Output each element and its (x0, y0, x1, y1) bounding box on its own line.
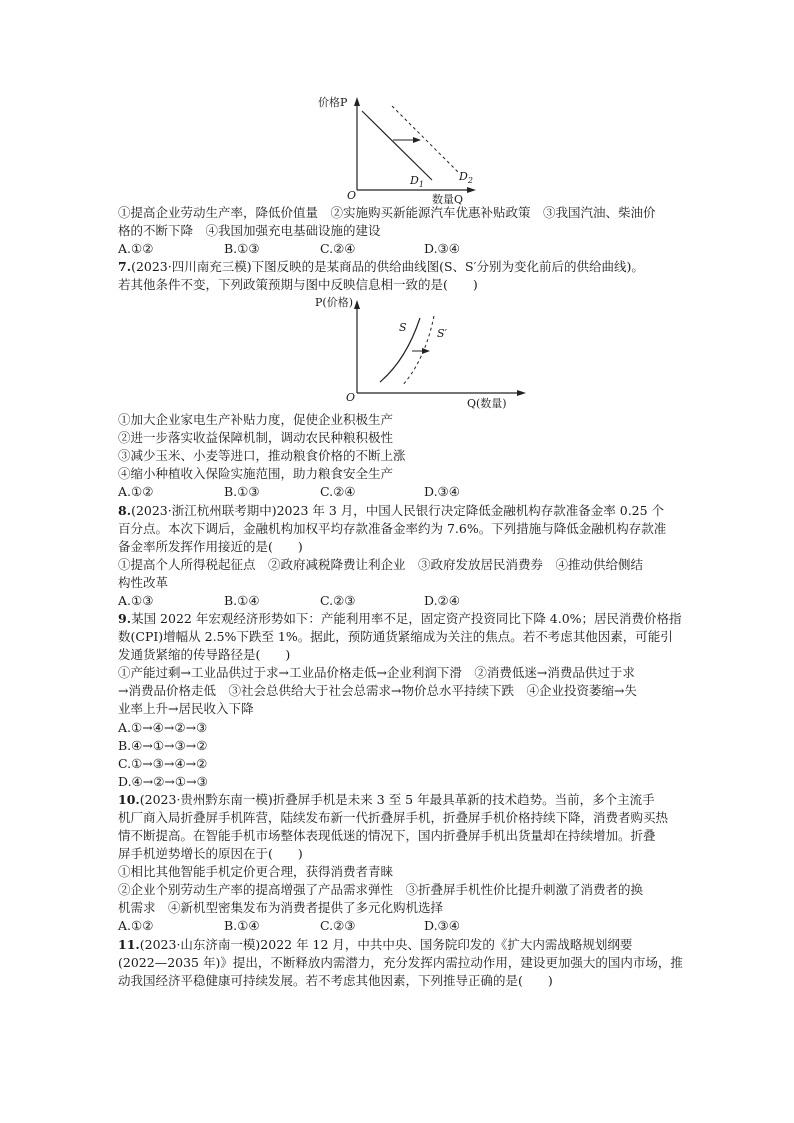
supply-y-axis-label: P(价格) (315, 296, 353, 309)
q8-option-c[interactable]: C.②③ (320, 593, 356, 608)
q10-stem-line4: 屏手机逆势增长的原因在于( ) (118, 846, 303, 861)
q9-option-d[interactable]: D.④→②→①→③ (118, 774, 208, 789)
q9-stem-line2: 数(CPI)增幅从 2.5%下跌至 1%。据此，预防通货紧缩成为关注的焦点。若不考虑其他因素，可能引 (118, 629, 673, 644)
q10-statement-line2: ②企业个别劳动生产率的提高增强了产品需求弹性 ③折叠屏手机性价比提升刺激了消费者的换 (118, 882, 644, 897)
q7-option-d[interactable]: D.③④ (424, 484, 460, 499)
origin-label: O (347, 189, 357, 202)
curve-s-prime-label: S′ (437, 327, 448, 340)
q10-statement-line1: ①相比其他智能手机定价更合理，获得消费者青睐 (118, 864, 394, 879)
q9-option-b[interactable]: B.④→①→③→② (118, 738, 208, 753)
q8-statement-line2: 构性改革 (118, 575, 169, 590)
q10-option-a[interactable]: A.①② (118, 918, 154, 933)
q7-item-4: ④缩小种植收入保险实施范围，助力粮食安全生产 (118, 466, 394, 481)
q10-stem-line1: 10.(2023·贵州黔东南一模)折叠屏手机是未来 3 至 5 年最具革新的技术趋势。当前，多个主流手 (118, 792, 655, 807)
q8-option-d[interactable]: D.②④ (424, 593, 460, 608)
q10-statement-line3: 机需求 ④新机型密集发布为消费者提供了多元化购机选择 (118, 900, 444, 915)
q6-option-d[interactable]: D.③④ (424, 241, 460, 256)
supply-origin-label: O (346, 391, 356, 404)
q7-option-c[interactable]: C.②④ (320, 484, 356, 499)
q8-option-b[interactable]: B.①④ (224, 593, 260, 608)
y-axis-label: 价格P (318, 96, 348, 109)
q9-statement-line3: 业率上升→居民收入下降 (118, 701, 254, 716)
q10-stem-line3: 情不断提高。在智能手机市场整体表现低迷的情况下，国内折叠屏手机出货量却在持续增加。折叠 (118, 828, 656, 843)
q11-stem-line1: 11.(2023·山东济南一模)2022 年 12 月，中共中央、国务院印发的《扩大内需战略规划纲要 (118, 937, 633, 952)
supply-x-axis-label: Q(数量) (467, 397, 507, 410)
q11-stem-line2: (2022—2035 年)》提出，不断释放内需潜力，充分发挥内需拉动作用，建设更加强大的国内市场，推 (118, 955, 683, 970)
q6-option-c[interactable]: C.②④ (320, 241, 356, 256)
q10-option-c[interactable]: C.②③ (320, 918, 356, 933)
q7-stem-line1: 7.(2023·四川南充三模)下图反映的是某商品的供给曲线图(S、S′分别为变化前后的供给曲线)。 (118, 259, 644, 274)
q8-statement-line1: ①提高个人所得税起征点 ②政府减税降费让利企业 ③政府发放居民消费券 ④推动供给侧结 (118, 557, 644, 572)
curve-s-label: S (399, 321, 407, 334)
q6-option-a[interactable]: A.①② (118, 241, 154, 256)
curve-d2-label: $D_2$ (459, 170, 473, 186)
q10-option-b[interactable]: B.①④ (224, 918, 260, 933)
q9-statement-line1: ①产能过剩→工业品供过于求→工业品价格走低→企业利润下滑 ②消费低迷→消费品供过于求 (118, 665, 635, 680)
q10-option-d[interactable]: D.③④ (424, 918, 460, 933)
q9-stem-line1: 9.某国 2022 年宏观经济形势如下：产能利用率不足，固定资产投资同比下降 4.0%；居民消费价格指 (118, 611, 682, 626)
q7-item-3: ③减少玉米、小麦等进口，推动粮食价格的不断上涨 (118, 448, 406, 463)
q6-statement-line2: 格的不断下降 ④我国加强充电基础设施的建设 (118, 223, 381, 238)
q9-option-a[interactable]: A.①→④→②→③ (118, 720, 208, 735)
q7-option-b[interactable]: B.①③ (224, 484, 260, 499)
q9-stem-line3: 发通货紧缩的传导路径是( ) (118, 647, 291, 662)
q9-option-c[interactable]: C.①→③→④→② (118, 756, 208, 771)
curve-d1-label: $D_1$ (410, 174, 424, 190)
q9-statement-line2: →消费品价格走低 ③社会总供给大于社会总需求→物价总水平持续下跌 ④企业投资萎缩→失 (118, 683, 637, 698)
q7-stem-line2: 若其他条件不变，下列政策预期与图中反映信息相一致的是( ) (118, 277, 478, 292)
q11-stem-line3: 动我国经济平稳健康可持续发展。若不考虑其他因素，下列推导正确的是( ) (118, 973, 553, 988)
q8-stem-line3: 备金率所发挥作用接近的是( ) (118, 539, 303, 554)
q8-stem-line1: 8.(2023·浙江杭州联考期中)2023 年 3 月，中国人民银行决定降低金融机构存款准备金率 0.25 个 (118, 503, 665, 518)
x-axis-label: 数量Q (432, 193, 464, 206)
q10-stem-line2: 机厂商入局折叠屏手机阵营，陆续发布新一代折叠屏手机，折叠屏手机价格持续下降，消费者购买热 (118, 810, 669, 825)
q6-option-b[interactable]: B.①③ (224, 241, 260, 256)
q6-statement-line1: ①提高企业劳动生产率，降低价值量 ②实施购买新能源汽车优惠补贴政策 ③我国汽油、柴油价 (118, 205, 656, 220)
q8-option-a[interactable]: A.①③ (118, 593, 154, 608)
q7-option-a[interactable]: A.①② (118, 484, 154, 499)
q8-stem-line2: 百分点。本次下调后，金融机构加权平均存款准备金率约为 7.6%。下列措施与降低金融机构存款准 (118, 521, 667, 536)
q7-item-1: ①加大企业家电生产补贴力度，促使企业积极生产 (118, 412, 394, 427)
q7-item-2: ②进一步落实收益保障机制，调动农民种粮积极性 (118, 430, 394, 445)
